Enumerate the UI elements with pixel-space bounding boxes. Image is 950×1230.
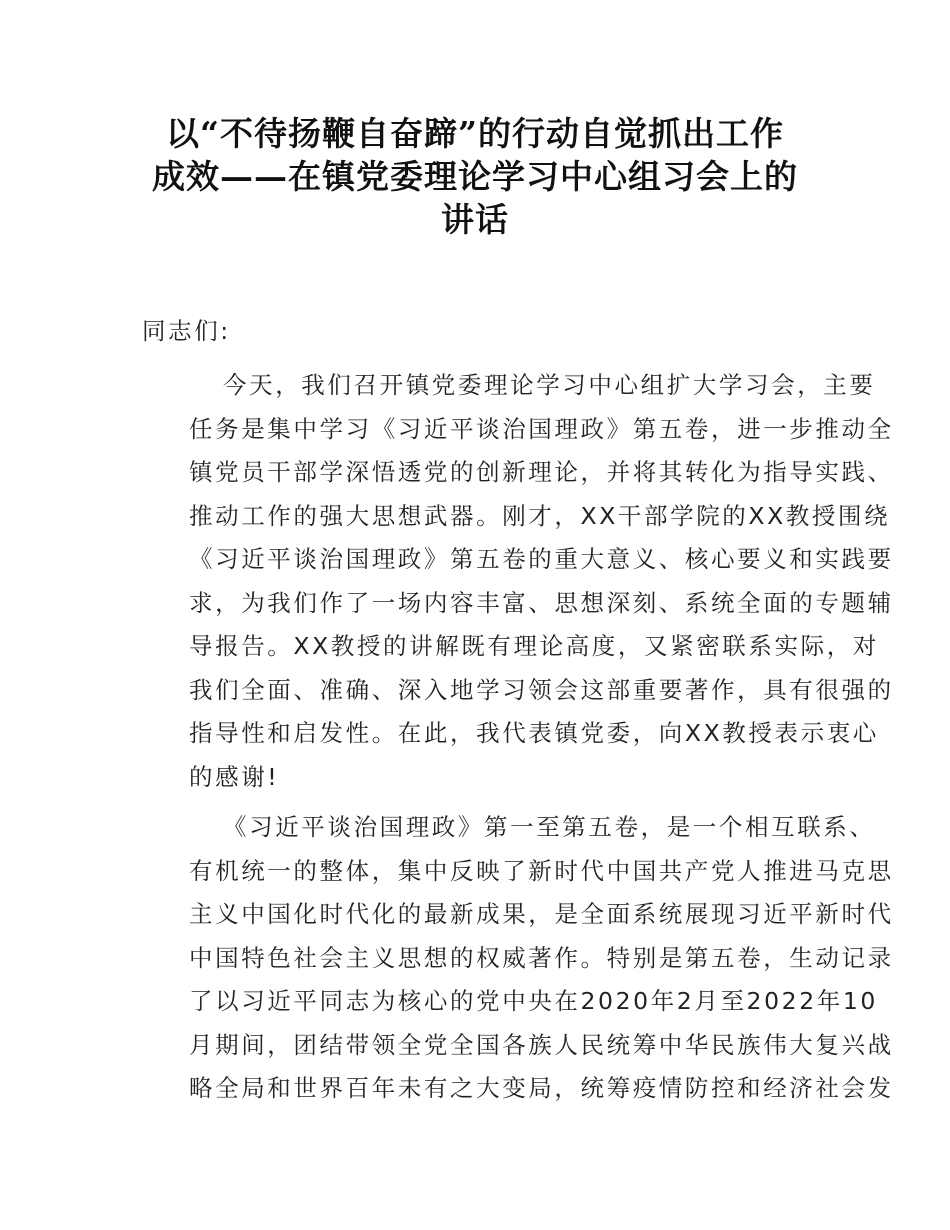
paragraph-line: 镇党员干部学深悟透党的创新理论，并将其转化为指导实践、: [189, 458, 894, 486]
title-line-3: 讲话: [441, 200, 509, 239]
paragraph-line: 我们全面、准确、深入地学习领会这部重要著作，具有很强的: [189, 675, 894, 704]
page-title: [130, 112, 820, 241]
salutation: 同志们:: [142, 317, 231, 345]
paragraph-line: 有机统一的整体，集中反映了新时代中国共产党人推进马克思: [189, 856, 894, 885]
paragraph-line: 主义中国化时代化的最新成果，是全面系统展现习近平新时代: [189, 900, 894, 928]
paragraph-line: 任务是集中学习《习近平谈治国理政》第五卷，进一步推动全: [189, 414, 894, 443]
paragraph-line: 求，为我们作了一场内容丰富、思想深刻、系统全面的专题辅: [189, 588, 894, 617]
paragraph-line: 月期间，团结带领全党全国各族人民统筹中华民族伟大复兴战: [189, 1030, 894, 1059]
paragraph-line: 中国特色社会主义思想的权威著作。特别是第五卷，生动记录: [189, 943, 894, 972]
paragraph-line: 推动工作的强大思想武器。刚才，XX干部学院的XX教授围绕: [189, 501, 891, 530]
paragraph-line: 《习近平谈治国理政》第一至第五卷，是一个相互联系、: [223, 813, 876, 841]
paragraph-line: 了以习近平同志为核心的党中央在2020年2月至2022年10: [189, 987, 878, 1015]
title-line-1: 以“不待扬鞭自奋蹄”的行动自觉抓出工作: [166, 114, 784, 153]
paragraph-line: 《习近平谈治国理政》第五卷的重大意义、核心要义和实践要: [189, 545, 894, 573]
paragraph-line: 今天，我们召开镇党委理论学习中心组扩大学习会，主要: [223, 371, 876, 399]
paragraph-2: [142, 806, 894, 1111]
paragraph-line: 指导性和启发性。在此，我代表镇党委，向XX教授表示衷心: [189, 719, 879, 747]
paragraph-line: 的感谢!: [189, 762, 280, 791]
paragraph-line: 导报告。XX教授的讲解既有理论高度，又紧密联系实际，对: [189, 632, 879, 660]
paragraph-1: [142, 364, 894, 799]
title-line-2: 成效——在镇党委理论学习中心组习会上的: [152, 157, 798, 196]
paragraph-line: 略全局和世界百年未有之大变局，统筹疫情防控和经济社会发: [189, 1074, 894, 1102]
